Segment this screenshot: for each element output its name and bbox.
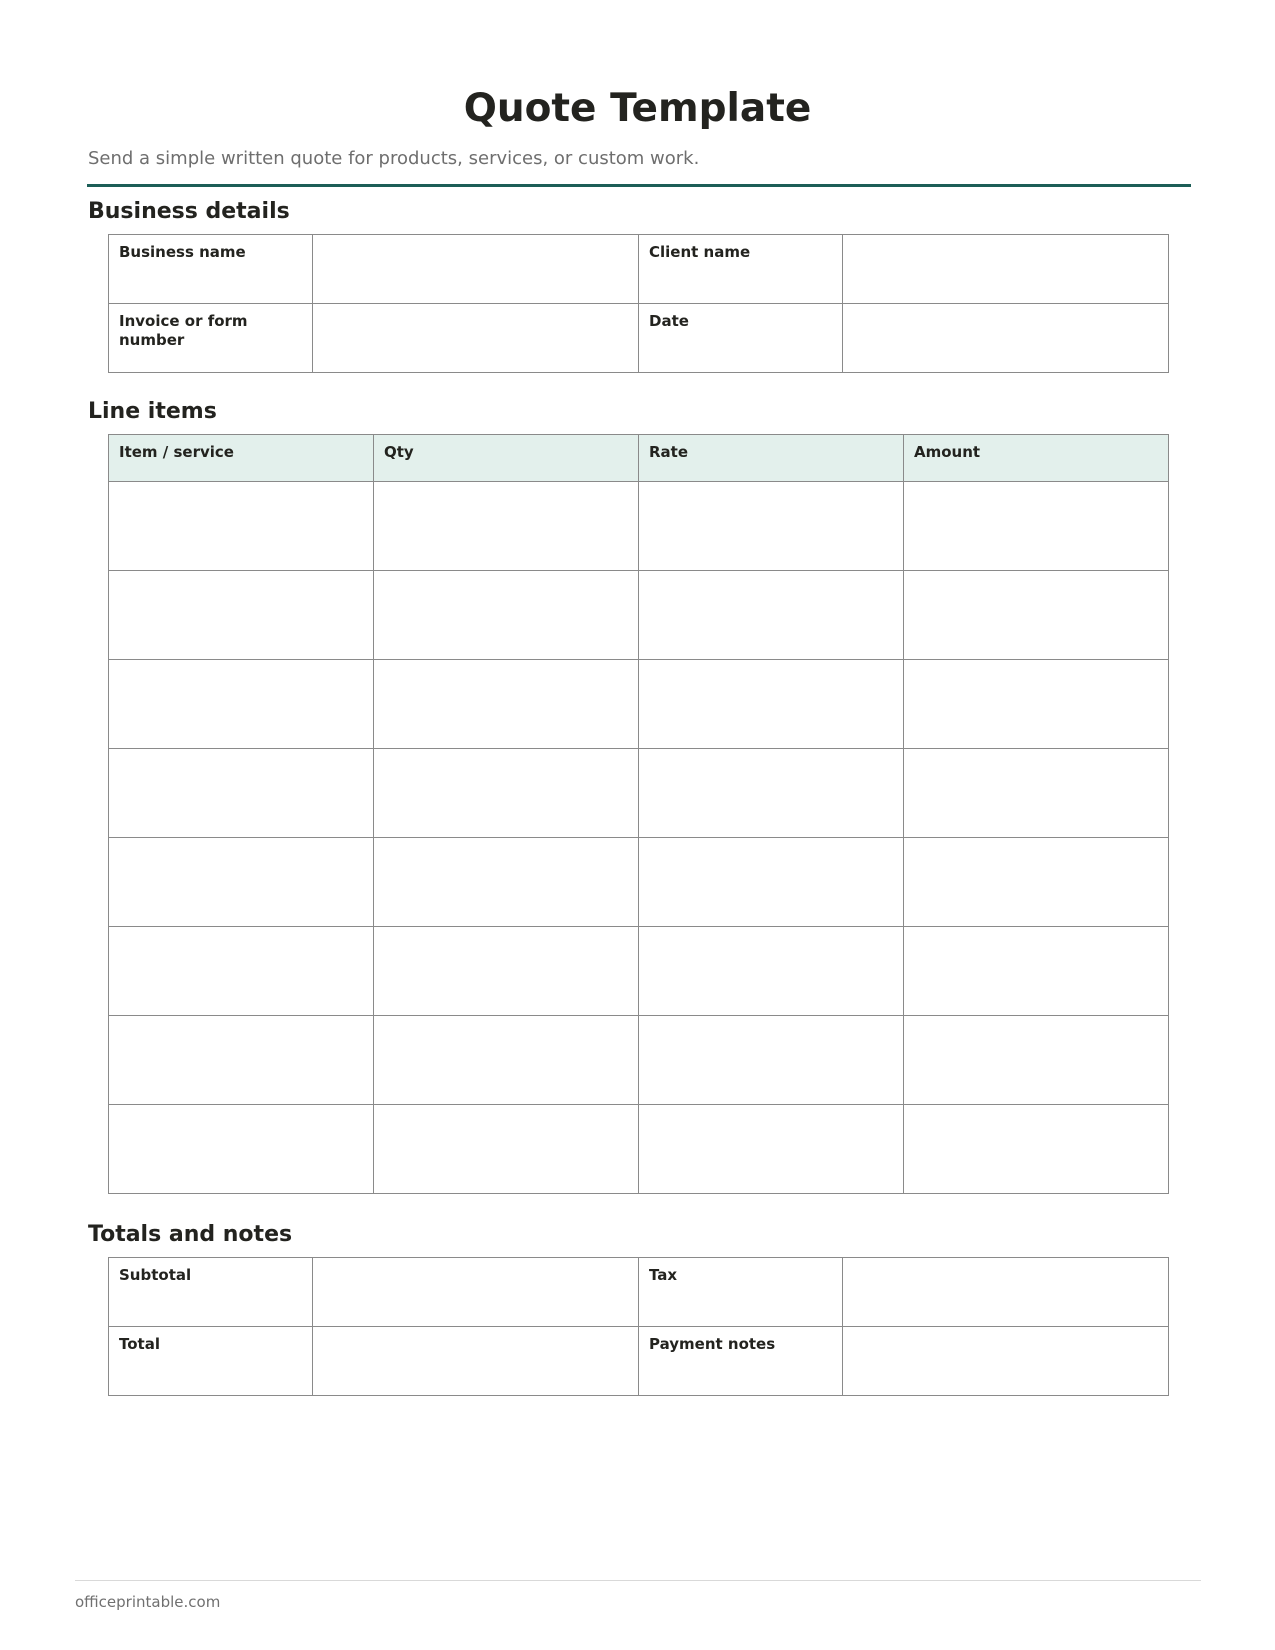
item-cell[interactable]: [109, 482, 374, 571]
client-name-label: Client name: [639, 235, 843, 304]
qty-cell[interactable]: [374, 1105, 639, 1194]
business-details-table: [108, 234, 1169, 373]
qty-cell[interactable]: [374, 660, 639, 749]
invoice-number-field[interactable]: [313, 304, 639, 373]
invoice-number-label: Invoice or form number: [109, 304, 313, 373]
rate-cell[interactable]: [639, 1016, 904, 1105]
business-name-label: Business name: [109, 235, 313, 304]
totals-heading: Totals and notes: [88, 1222, 293, 1247]
amount-cell[interactable]: [904, 1105, 1169, 1194]
business-name-field[interactable]: [313, 235, 639, 304]
total-field[interactable]: [313, 1327, 639, 1396]
rate-cell[interactable]: [639, 571, 904, 660]
table-row: [109, 304, 1169, 373]
business-details-heading: Business details: [88, 199, 290, 224]
date-field[interactable]: [843, 304, 1169, 373]
footer-divider: [75, 1580, 1201, 1581]
column-header-amount: Amount: [904, 435, 1169, 482]
table-row: [109, 235, 1169, 304]
client-name-field[interactable]: [843, 235, 1169, 304]
column-header-rate: Rate: [639, 435, 904, 482]
item-cell[interactable]: [109, 660, 374, 749]
qty-cell[interactable]: [374, 838, 639, 927]
item-cell[interactable]: [109, 571, 374, 660]
totals-table: [108, 1257, 1169, 1396]
item-cell[interactable]: [109, 1105, 374, 1194]
title-divider: [87, 184, 1191, 187]
amount-cell[interactable]: [904, 482, 1169, 571]
table-row: [109, 660, 1169, 749]
payment-notes-field[interactable]: [843, 1327, 1169, 1396]
column-header-qty: Qty: [374, 435, 639, 482]
qty-cell[interactable]: [374, 927, 639, 1016]
rate-cell[interactable]: [639, 927, 904, 1016]
rate-cell[interactable]: [639, 838, 904, 927]
line-items-heading: Line items: [88, 399, 217, 424]
line-items-table: [108, 434, 1169, 1194]
table-row: [109, 1105, 1169, 1194]
table-row: [109, 1016, 1169, 1105]
page-title: Quote Template: [463, 86, 812, 131]
column-header-item-service: Item / service: [109, 435, 374, 482]
table-row: [109, 749, 1169, 838]
rate-cell[interactable]: [639, 482, 904, 571]
amount-cell[interactable]: [904, 1016, 1169, 1105]
qty-cell[interactable]: [374, 482, 639, 571]
item-cell[interactable]: [109, 838, 374, 927]
rate-cell[interactable]: [639, 660, 904, 749]
table-row: [109, 838, 1169, 927]
qty-cell[interactable]: [374, 749, 639, 838]
amount-cell[interactable]: [904, 927, 1169, 1016]
item-cell[interactable]: [109, 927, 374, 1016]
rate-cell[interactable]: [639, 1105, 904, 1194]
amount-cell[interactable]: [904, 660, 1169, 749]
table-row: [109, 927, 1169, 1016]
amount-cell[interactable]: [904, 571, 1169, 660]
table-row: [109, 1327, 1169, 1396]
table-row: [109, 1258, 1169, 1327]
page-subtitle: Send a simple written quote for products, services, or custom work.: [88, 148, 700, 169]
tax-label: Tax: [639, 1258, 843, 1327]
rate-cell[interactable]: [639, 749, 904, 838]
amount-cell[interactable]: [904, 749, 1169, 838]
subtotal-field[interactable]: [313, 1258, 639, 1327]
item-cell[interactable]: [109, 1016, 374, 1105]
table-row: [109, 482, 1169, 571]
qty-cell[interactable]: [374, 1016, 639, 1105]
subtotal-label: Subtotal: [109, 1258, 313, 1327]
total-label: Total: [109, 1327, 313, 1396]
table-header-row: [109, 435, 1169, 482]
tax-field[interactable]: [843, 1258, 1169, 1327]
footer-source: officeprintable.com: [75, 1593, 221, 1611]
payment-notes-label: Payment notes: [639, 1327, 843, 1396]
amount-cell[interactable]: [904, 838, 1169, 927]
item-cell[interactable]: [109, 749, 374, 838]
table-row: [109, 571, 1169, 660]
date-label: Date: [639, 304, 843, 373]
qty-cell[interactable]: [374, 571, 639, 660]
